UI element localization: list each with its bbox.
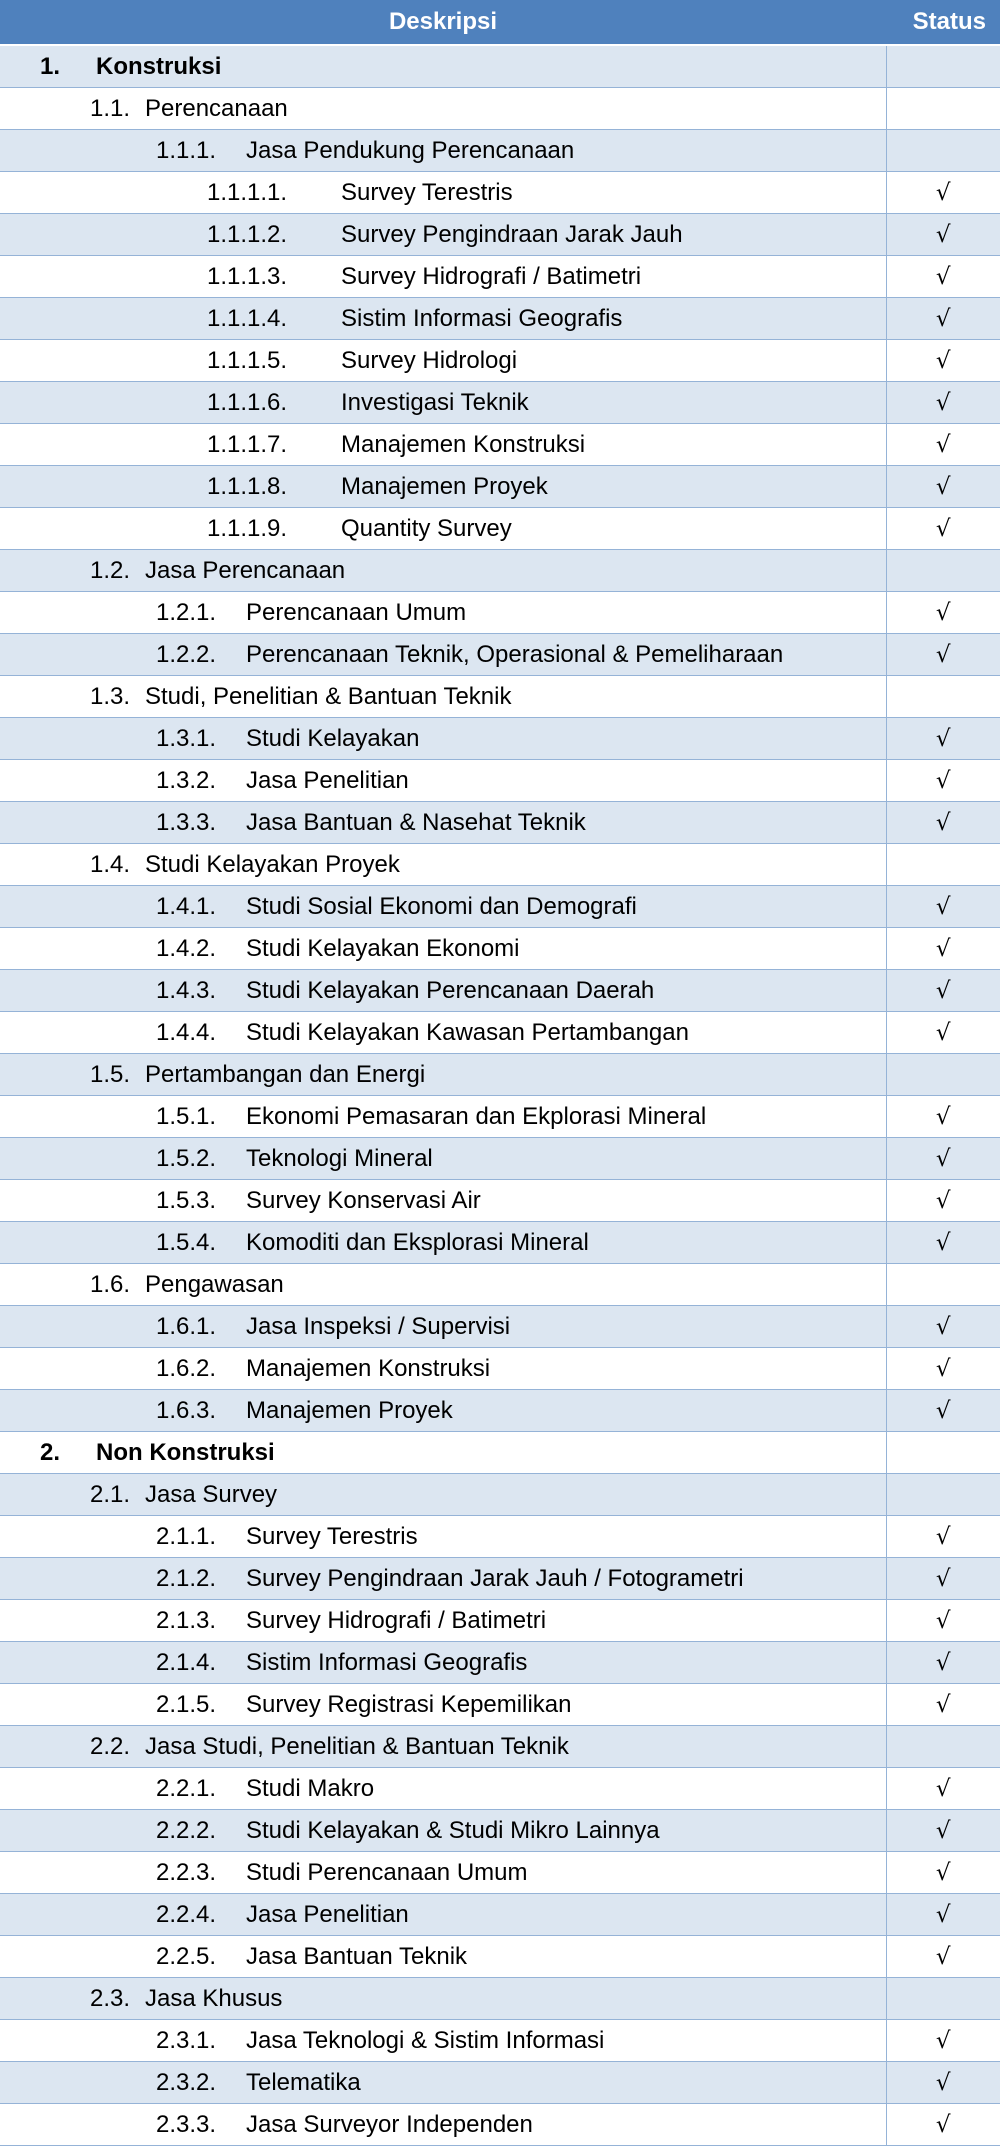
description-cell <box>0 1768 886 1810</box>
description-cell <box>0 2104 886 2146</box>
item-label: Studi Makro <box>246 1774 375 1802</box>
status-checkmark: √ <box>886 760 1000 802</box>
table-row <box>0 130 1000 172</box>
table-row <box>0 1012 1000 1054</box>
item-number: 1.3.3. <box>156 808 217 836</box>
table-row <box>0 2020 1000 2062</box>
item-number: 2.3.1. <box>156 2026 217 2054</box>
status-checkmark: √ <box>886 256 1000 298</box>
item-label: Studi Perencanaan Umum <box>246 1858 528 1886</box>
description-cell <box>0 256 886 298</box>
description-cell <box>0 298 886 340</box>
item-number: 1.1.1.9. <box>207 514 288 542</box>
item-label: Jasa Survey <box>145 1480 278 1508</box>
item-label: Survey Hidrologi <box>341 346 518 374</box>
item-number: 2.1.5. <box>156 1690 217 1718</box>
status-checkmark: √ <box>886 886 1000 928</box>
item-number: 1.1.1.2. <box>207 220 288 248</box>
description-cell <box>0 1726 886 1768</box>
status-checkmark: √ <box>886 2104 1000 2146</box>
item-number: 1.1.1.5. <box>207 346 288 374</box>
table-row <box>0 1684 1000 1726</box>
item-number: 1.5.3. <box>156 1186 217 1214</box>
table-row <box>0 1432 1000 1474</box>
status-checkmark: √ <box>886 1642 1000 1684</box>
description-cell <box>0 760 886 802</box>
item-number: 1.1.1.1. <box>207 178 288 206</box>
description-cell <box>0 1936 886 1978</box>
item-number: 2.3.2. <box>156 2068 217 2096</box>
description-cell <box>0 130 886 172</box>
table-row <box>0 1390 1000 1432</box>
item-number: 1.6. <box>90 1270 131 1298</box>
item-label: Survey Terestris <box>341 178 513 206</box>
table-row <box>0 592 1000 634</box>
item-number: 2.2.3. <box>156 1858 217 1886</box>
table-row <box>0 1306 1000 1348</box>
description-cell <box>0 340 886 382</box>
table-row <box>0 1516 1000 1558</box>
description-cell <box>0 1264 886 1306</box>
description-cell <box>0 1474 886 1516</box>
status-checkmark: √ <box>886 1306 1000 1348</box>
description-cell <box>0 1012 886 1054</box>
table-row <box>0 508 1000 550</box>
item-number: 2.2.4. <box>156 1900 217 1928</box>
item-number: 2.1.3. <box>156 1606 217 1634</box>
status-checkmark: √ <box>886 1684 1000 1726</box>
item-number: 1.1.1.4. <box>207 304 288 332</box>
item-label: Sistim Informasi Geografis <box>246 1648 528 1676</box>
table-row <box>0 298 1000 340</box>
description-cell <box>0 886 886 928</box>
table-body <box>0 45 1000 2146</box>
status-checkmark <box>886 550 1000 592</box>
status-checkmark: √ <box>886 466 1000 508</box>
description-cell <box>0 1138 886 1180</box>
status-checkmark: √ <box>886 970 1000 1012</box>
status-checkmark: √ <box>886 1390 1000 1432</box>
status-checkmark <box>886 45 1000 88</box>
description-cell <box>0 508 886 550</box>
item-label: Jasa Inspeksi / Supervisi <box>246 1312 511 1340</box>
table-row <box>0 1054 1000 1096</box>
description-cell <box>0 1390 886 1432</box>
description-cell <box>0 1096 886 1138</box>
item-label: Survey Pengindraan Jarak Jauh / Fotogrametri <box>246 1564 744 1592</box>
item-number: 2.1. <box>90 1480 131 1508</box>
item-label: Teknologi Mineral <box>246 1144 433 1172</box>
description-cell <box>0 2062 886 2104</box>
item-label: Perencanaan Teknik, Operasional & Pemeliharaan <box>246 640 784 668</box>
description-cell <box>0 1978 886 2020</box>
table-row <box>0 1264 1000 1306</box>
status-checkmark: √ <box>886 1096 1000 1138</box>
item-label: Studi Kelayakan Proyek <box>145 850 400 878</box>
description-cell <box>0 466 886 508</box>
status-checkmark: √ <box>886 1936 1000 1978</box>
table-row <box>0 1096 1000 1138</box>
status-checkmark: √ <box>886 298 1000 340</box>
description-cell <box>0 592 886 634</box>
item-label: Perencanaan <box>145 94 288 122</box>
table-row <box>0 88 1000 130</box>
description-cell <box>0 1306 886 1348</box>
item-number: 1.5.1. <box>156 1102 217 1130</box>
item-label: Studi Kelayakan Perencanaan Daerah <box>246 976 655 1004</box>
item-number: 2. <box>40 1438 61 1466</box>
status-checkmark: √ <box>886 928 1000 970</box>
header-description: Deskripsi <box>0 0 886 45</box>
table-row <box>0 1600 1000 1642</box>
item-number: 1.5. <box>90 1060 131 1088</box>
item-label: Komoditi dan Eksplorasi Mineral <box>246 1228 589 1256</box>
item-label: Pertambangan dan Energi <box>145 1060 426 1088</box>
item-number: 1.6.3. <box>156 1396 217 1424</box>
item-label: Jasa Khusus <box>145 1984 283 2012</box>
item-label: Studi, Penelitian & Bantuan Teknik <box>145 682 512 710</box>
description-cell <box>0 676 886 718</box>
item-number: 1.4.1. <box>156 892 217 920</box>
item-label: Jasa Bantuan & Nasehat Teknik <box>246 808 586 836</box>
item-label: Survey Hidrografi / Batimetri <box>341 262 642 290</box>
item-label: Studi Kelayakan Ekonomi <box>246 934 520 962</box>
item-label: Studi Sosial Ekonomi dan Demografi <box>246 892 637 920</box>
table-row <box>0 2104 1000 2146</box>
description-cell <box>0 2020 886 2062</box>
item-label: Jasa Studi, Penelitian & Bantuan Teknik <box>145 1732 569 1760</box>
item-label: Telematika <box>246 2068 361 2096</box>
item-number: 1.1.1. <box>156 136 217 164</box>
table-row <box>0 466 1000 508</box>
item-number: 1.5.2. <box>156 1144 217 1172</box>
item-number: 2.2. <box>90 1732 131 1760</box>
item-label: Manajemen Proyek <box>341 472 548 500</box>
status-checkmark <box>886 1054 1000 1096</box>
status-checkmark <box>886 1474 1000 1516</box>
description-cell <box>0 172 886 214</box>
description-cell <box>0 1558 886 1600</box>
status-checkmark <box>886 1432 1000 1474</box>
status-checkmark: √ <box>886 1012 1000 1054</box>
status-checkmark: √ <box>886 1558 1000 1600</box>
item-number: 1.3. <box>90 682 131 710</box>
item-number: 1. <box>40 52 61 80</box>
status-checkmark <box>886 88 1000 130</box>
status-checkmark: √ <box>886 382 1000 424</box>
item-label: Quantity Survey <box>341 514 512 542</box>
item-number: 1.1.1.3. <box>207 262 288 290</box>
item-label: Survey Pengindraan Jarak Jauh <box>341 220 683 248</box>
description-cell <box>0 88 886 130</box>
table-row <box>0 928 1000 970</box>
status-checkmark: √ <box>886 1516 1000 1558</box>
table-row <box>0 1852 1000 1894</box>
status-checkmark: √ <box>886 172 1000 214</box>
description-cell <box>0 634 886 676</box>
table-row <box>0 1180 1000 1222</box>
table-row <box>0 886 1000 928</box>
table-row <box>0 760 1000 802</box>
status-checkmark: √ <box>886 1348 1000 1390</box>
status-checkmark: √ <box>886 1810 1000 1852</box>
table-row <box>0 802 1000 844</box>
status-checkmark: √ <box>886 508 1000 550</box>
table-row <box>0 2062 1000 2104</box>
item-number: 2.1.1. <box>156 1522 217 1550</box>
item-label: Non Konstruksi <box>96 1438 275 1466</box>
status-checkmark: √ <box>886 2020 1000 2062</box>
status-checkmark <box>886 844 1000 886</box>
item-number: 1.4. <box>90 850 131 878</box>
description-cell <box>0 1054 886 1096</box>
table-row <box>0 1642 1000 1684</box>
item-label: Survey Hidrografi / Batimetri <box>246 1606 547 1634</box>
table-row <box>0 1894 1000 1936</box>
item-number: 2.3.3. <box>156 2110 217 2138</box>
description-cell <box>0 970 886 1012</box>
item-label: Survey Registrasi Kepemilikan <box>246 1690 572 1718</box>
item-label: Jasa Pendukung Perencanaan <box>246 136 575 164</box>
description-cell <box>0 1516 886 1558</box>
item-label: Jasa Teknologi & Sistim Informasi <box>246 2026 605 2054</box>
table-row <box>0 1726 1000 1768</box>
item-number: 1.2.2. <box>156 640 217 668</box>
item-number: 1.1.1.6. <box>207 388 288 416</box>
table-row <box>0 214 1000 256</box>
status-checkmark: √ <box>886 1600 1000 1642</box>
description-cell <box>0 1600 886 1642</box>
status-checkmark: √ <box>886 1138 1000 1180</box>
item-number: 1.6.2. <box>156 1354 217 1382</box>
status-checkmark: √ <box>886 1222 1000 1264</box>
item-number: 1.3.1. <box>156 724 217 752</box>
description-cell <box>0 802 886 844</box>
status-checkmark <box>886 1726 1000 1768</box>
item-label: Survey Terestris <box>246 1522 418 1550</box>
status-checkmark: √ <box>886 1894 1000 1936</box>
description-cell <box>0 718 886 760</box>
item-label: Studi Kelayakan <box>246 724 420 752</box>
item-label: Jasa Penelitian <box>246 766 409 794</box>
status-checkmark: √ <box>886 1852 1000 1894</box>
table-row <box>0 1810 1000 1852</box>
table-row <box>0 1558 1000 1600</box>
table-row <box>0 634 1000 676</box>
description-cell <box>0 1642 886 1684</box>
item-label: Pengawasan <box>145 1270 284 1298</box>
item-label: Studi Kelayakan Kawasan Pertambangan <box>246 1018 689 1046</box>
item-number: 2.1.2. <box>156 1564 217 1592</box>
item-number: 1.2. <box>90 556 131 584</box>
description-cell <box>0 1348 886 1390</box>
item-number: 1.4.4. <box>156 1018 217 1046</box>
item-number: 2.1.4. <box>156 1648 217 1676</box>
table-row <box>0 45 1000 88</box>
description-cell <box>0 928 886 970</box>
item-label: Jasa Perencanaan <box>145 556 346 584</box>
description-cell <box>0 45 886 88</box>
description-cell <box>0 844 886 886</box>
description-cell <box>0 214 886 256</box>
table-row <box>0 1222 1000 1264</box>
item-label: Survey Konservasi Air <box>246 1186 481 1214</box>
item-label: Ekonomi Pemasaran dan Ekplorasi Mineral <box>246 1102 707 1130</box>
item-number: 1.1.1.7. <box>207 430 288 458</box>
description-cell <box>0 424 886 466</box>
table-row <box>0 340 1000 382</box>
description-cell <box>0 1684 886 1726</box>
description-cell <box>0 382 886 424</box>
status-checkmark <box>886 676 1000 718</box>
table-row <box>0 1474 1000 1516</box>
table-row <box>0 424 1000 466</box>
item-label: Manajemen Konstruksi <box>341 430 586 458</box>
item-number: 1.4.2. <box>156 934 217 962</box>
status-checkmark: √ <box>886 718 1000 760</box>
item-label: Perencanaan Umum <box>246 598 467 626</box>
description-cell <box>0 550 886 592</box>
status-checkmark: √ <box>886 214 1000 256</box>
item-number: 1.6.1. <box>156 1312 217 1340</box>
description-cell <box>0 1894 886 1936</box>
description-cell <box>0 1852 886 1894</box>
table-row <box>0 844 1000 886</box>
table-header-row <box>0 0 1000 45</box>
status-checkmark: √ <box>886 2062 1000 2104</box>
status-checkmark: √ <box>886 634 1000 676</box>
table-row <box>0 172 1000 214</box>
table-row <box>0 1978 1000 2020</box>
item-number: 2.2.1. <box>156 1774 217 1802</box>
description-cell <box>0 1180 886 1222</box>
table-row <box>0 970 1000 1012</box>
status-checkmark <box>886 130 1000 172</box>
item-label: Manajemen Proyek <box>246 1396 453 1424</box>
description-cell <box>0 1432 886 1474</box>
item-label: Jasa Penelitian <box>246 1900 409 1928</box>
item-label: Konstruksi <box>96 52 222 80</box>
status-checkmark: √ <box>886 1768 1000 1810</box>
table-row <box>0 1768 1000 1810</box>
status-checkmark: √ <box>886 802 1000 844</box>
table-row <box>0 1936 1000 1978</box>
table-row <box>0 676 1000 718</box>
item-number: 2.3. <box>90 1984 131 2012</box>
table-row <box>0 1348 1000 1390</box>
item-label: Jasa Bantuan Teknik <box>246 1942 468 1970</box>
status-checkmark: √ <box>886 340 1000 382</box>
item-number: 1.4.3. <box>156 976 217 1004</box>
status-checkmark <box>886 1978 1000 2020</box>
item-number: 1.5.4. <box>156 1228 217 1256</box>
item-label: Investigasi Teknik <box>341 388 529 416</box>
item-label: Manajemen Konstruksi <box>246 1354 491 1382</box>
item-number: 1.1.1.8. <box>207 472 288 500</box>
item-number: 2.2.2. <box>156 1816 217 1844</box>
status-checkmark: √ <box>886 424 1000 466</box>
table-row <box>0 256 1000 298</box>
item-number: 1.3.2. <box>156 766 217 794</box>
description-cell <box>0 1810 886 1852</box>
header-status: Status <box>886 0 1000 45</box>
status-checkmark: √ <box>886 1180 1000 1222</box>
table-row <box>0 1138 1000 1180</box>
item-label: Sistim Informasi Geografis <box>341 304 623 332</box>
item-label: Jasa Surveyor Independen <box>246 2110 533 2138</box>
item-label: Studi Kelayakan & Studi Mikro Lainnya <box>246 1816 660 1844</box>
description-cell <box>0 1222 886 1264</box>
item-number: 2.2.5. <box>156 1942 217 1970</box>
table-row <box>0 718 1000 760</box>
status-checkmark: √ <box>886 592 1000 634</box>
item-number: 1.2.1. <box>156 598 217 626</box>
item-number: 1.1. <box>90 94 131 122</box>
table-row <box>0 382 1000 424</box>
status-checkmark <box>886 1264 1000 1306</box>
table-row <box>0 550 1000 592</box>
